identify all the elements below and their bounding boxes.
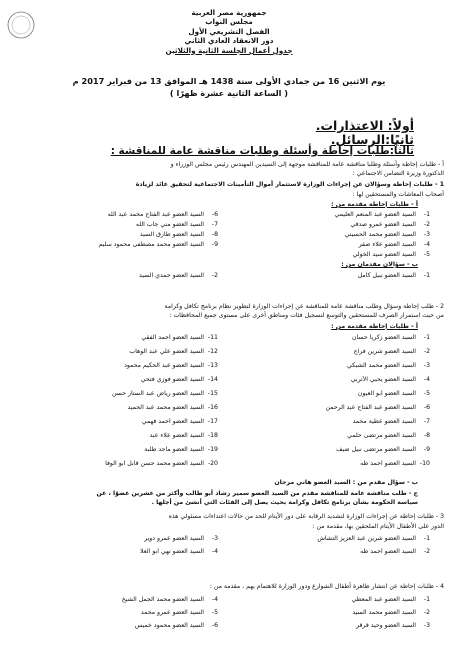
session-time: ( الساعة الثانية عشرة ظهرًا )	[169, 88, 289, 98]
member-number: 5-	[211, 609, 218, 616]
member-number: 3-	[423, 231, 430, 238]
member-name: السيد العضو نهي أبو العلا	[140, 548, 204, 555]
item1-line2	[0, 190, 458, 199]
para-text: من حيث استمرار الصرف للمستحقين والتوسع لتسجيل فئات ومناطق أخرى على مستوى جميع المحافظات :	[169, 312, 444, 319]
member-number: 7-	[423, 418, 430, 425]
member-name: السيد العضو عبد الفتاح محمد عبد الله	[107, 211, 204, 218]
para-a-line1	[0, 160, 458, 169]
item1-line1	[0, 180, 458, 189]
para-text: الدور على الأطفال الأيتام الملحقين بها، مقدمة من :	[312, 523, 444, 530]
member-name: السيد العضو شرين عبد العزيز التشاش	[317, 535, 416, 542]
member-number: 1-	[423, 211, 430, 218]
member-number: 7-	[211, 221, 218, 228]
member-name: السيد العضو مني جاب الله	[135, 221, 204, 228]
member-name: السيد العضو محمد الشبكي	[347, 362, 416, 369]
item4-line1	[0, 582, 458, 591]
member-name: السيد العضو محمد حسن قابل أبو الوفا	[105, 460, 204, 467]
para-a-line2	[0, 169, 458, 178]
member-number: 2-	[211, 272, 218, 279]
member-number: 19-	[207, 446, 218, 453]
para-text: سياسة الحكومة بشأن برنامج تكافل وكرامة بحيث يصل إلى الفئات التي أنشئ من أجلها .	[151, 499, 418, 506]
member-name: السيد العضو زكريا حسان	[351, 334, 416, 341]
document-header	[0, 8, 458, 55]
member-number: 15-	[207, 390, 218, 397]
member-number: 16-	[207, 404, 218, 411]
member-name: السيد العضو مرتضى حلمي	[347, 432, 416, 439]
member-number: 5-	[423, 390, 430, 397]
header-term: الفصل التشريعي الأول	[188, 26, 270, 36]
member-name: السيد العضو محمد الحسيني	[344, 231, 416, 238]
member-number: 3-	[423, 622, 430, 629]
member-name: السيد العضو شرين فراج	[353, 348, 416, 355]
member-number: 5-	[423, 251, 430, 258]
para-text: أ - طلبات إحاطة مقدمة من :	[331, 201, 418, 208]
member-number: 2-	[423, 548, 430, 555]
member-name: السيد العضو ماجد طلبة	[144, 446, 204, 453]
member-name: السيد العضو عبد الفتاح عبد الرحمن	[325, 404, 416, 411]
para-text: ب - سؤال مقدم من : السيد العضو هاني مرجان	[274, 479, 418, 486]
member-number: 8-	[211, 231, 218, 238]
member-number: 20-	[207, 460, 218, 467]
item1-questions-head	[0, 260, 458, 269]
member-name: السيد العضو محمد عبد الحميد	[127, 404, 204, 411]
member-number: 1-	[423, 596, 430, 603]
member-name: السيد العضو سيد الخولي	[352, 251, 416, 258]
section-requests: ثالثاً:طلبات إحاطة وأسئلة وطلبات مناقشة عامة للمناقشة :	[110, 145, 414, 157]
item2-line1	[0, 302, 458, 311]
section-apologies: أولاً: الاعتذارات.	[315, 118, 414, 133]
member-name: السيد العضو عمرو صدقي	[350, 221, 416, 228]
para-text: 2 - طلب إحاطة وسؤال وطلب مناقشة عامة للمناقشة عن إجراءات الوزارة لتطوير نظام برنامج تكافل وكرامة	[164, 303, 444, 310]
member-name: السيد العضو علي عبد الوهاب	[129, 348, 204, 355]
member-number: 4-	[211, 548, 218, 555]
member-number: 2-	[423, 221, 430, 228]
member-name: السيد العضو عمرو محمد	[140, 609, 204, 616]
para-text: أ - طلبات إحاطة مقدمة من :	[331, 323, 418, 330]
member-number: 12-	[207, 348, 218, 355]
member-number: 10-	[419, 460, 430, 467]
item2-subhead	[0, 322, 458, 331]
member-number: 1-	[423, 272, 430, 279]
member-number: 2-	[423, 609, 430, 616]
member-name: السيد العضو أحمد الفقي	[141, 334, 204, 341]
member-name: السيد العضو علاء صقر	[358, 241, 416, 248]
para-text: أصحاب المعاشات والمستحقين لها :	[352, 191, 444, 198]
member-name: السيد العضو عبد المنعم العليمي	[334, 211, 416, 218]
member-number: 2-	[423, 348, 430, 355]
member-name: السيد العضو محمد مصطفى محمود سليم	[98, 241, 204, 248]
member-number: 11-	[207, 334, 218, 341]
item2-line2	[0, 311, 458, 320]
member-name: السيد العضو علاء عبد	[149, 432, 204, 439]
member-name: السيد العضو عبد المعطي	[351, 596, 416, 603]
member-name: السيد العضو عمرو دوير	[144, 535, 204, 542]
member-name: السيد العضو يحيي الأتربي	[350, 376, 416, 383]
item3-line2	[0, 522, 458, 531]
member-number: 9-	[423, 446, 430, 453]
item1-subhead	[0, 200, 458, 209]
member-number: 14-	[207, 376, 218, 383]
member-number: 4-	[423, 376, 430, 383]
member-number: 3-	[423, 362, 430, 369]
member-name: السيد العضو محمود خميس	[134, 622, 204, 629]
member-number: 6-	[211, 211, 218, 218]
member-name: السيد العضو عبد الحكيم محمود	[124, 362, 204, 369]
para-text: ج - طلب مناقشة عامة للمناقشة مقدم من السيد العضو سمير رشاد أبو طالب وأكثر من عشرين عضوًا ، عن	[96, 490, 418, 497]
member-name: السيد العضو حمدي السيد	[138, 272, 204, 279]
member-name: السيد العضو مرتضى نبيل ضيف	[336, 446, 416, 453]
member-name: السيد العضو محمد الجمل الشيخ	[121, 596, 204, 603]
member-number: 4-	[423, 241, 430, 248]
header-agenda-title: جدول أعمال الجلسة الثانية والثلاثين	[165, 45, 293, 55]
para-text: الدكتورة وزيرة التضامن الاجتماعي :	[352, 170, 444, 177]
item3-line1	[0, 512, 458, 521]
member-number: 17-	[207, 418, 218, 425]
member-name: السيد العضو أحمد طه	[360, 460, 416, 467]
member-number: 9-	[211, 241, 218, 248]
section-messages: ثانيًا:الرسائل.	[330, 132, 414, 147]
member-name: السيد العضو أحمد طه	[360, 548, 416, 555]
item2-debate-line2	[0, 498, 458, 507]
member-number: 6-	[211, 622, 218, 629]
para-text: ب - سؤالان مقدمان من :	[341, 261, 418, 268]
member-name: السيد العضو وحيد قرقر	[356, 622, 416, 629]
member-name: السيد العضو محمد السيد	[352, 609, 416, 616]
para-text: أ - طلبات إحاطة وأسئلة وطلبا مناقشة عامة للمناقشة موجهة إلى السيدين المهندس رئيس مجلس الوزراء و	[170, 161, 444, 168]
session-date: يوم الاثنين 16 من جمادي الأولى سنة 1438 هـ الموافق 13 من فبراير 2017 م	[72, 76, 386, 86]
header-session: دور الانعقاد العادي الثاني	[184, 36, 274, 46]
member-name: السيد العضو نبيل كامل	[357, 272, 416, 279]
member-number: 8-	[423, 432, 430, 439]
member-name: السيد العضو طارق السيد	[139, 231, 204, 238]
header-parliament: مجلس النواب	[205, 17, 253, 27]
para-text: 3 - طلبات إحاطة عن إجراءات الوزارة لتشديد الرقابة على دور الأيتام للحد من حالات اعتداءات مسئولي هذه	[168, 513, 444, 520]
member-number: 4-	[211, 596, 218, 603]
member-number: 1-	[423, 334, 430, 341]
member-name: السيد العضو رياض عبد الستار حسن	[111, 390, 204, 397]
item2-question	[0, 478, 458, 487]
item2-debate-line1	[0, 489, 458, 498]
member-name: السيد العضو أبو العيون	[357, 390, 416, 397]
header-country: جمهورية مصر العربية	[191, 8, 267, 17]
para-text: 4 - طلبات إحاطة عن انتشار ظاهرة أطفال الشوارع ودور الوزارة للاهتمام بهم ، مقدمة من :	[209, 583, 444, 590]
member-name: السيد العضو عطية محمد	[352, 418, 416, 425]
member-name: السيد العضو فوزي فتحي	[140, 376, 204, 383]
member-number: 18-	[207, 432, 218, 439]
para-text: 1 - طلبات إحاطة وسؤالان عن إجراءات الوزارة لاستثمار أموال التأمينات الاجتماعية لتحقيق عائد لزيادة	[135, 181, 444, 188]
member-number: 1-	[423, 535, 430, 542]
member-number: 3-	[211, 535, 218, 542]
member-name: السيد العضو أحمد فهمي	[141, 418, 204, 425]
member-number: 13-	[207, 362, 218, 369]
member-number: 6-	[423, 404, 430, 411]
